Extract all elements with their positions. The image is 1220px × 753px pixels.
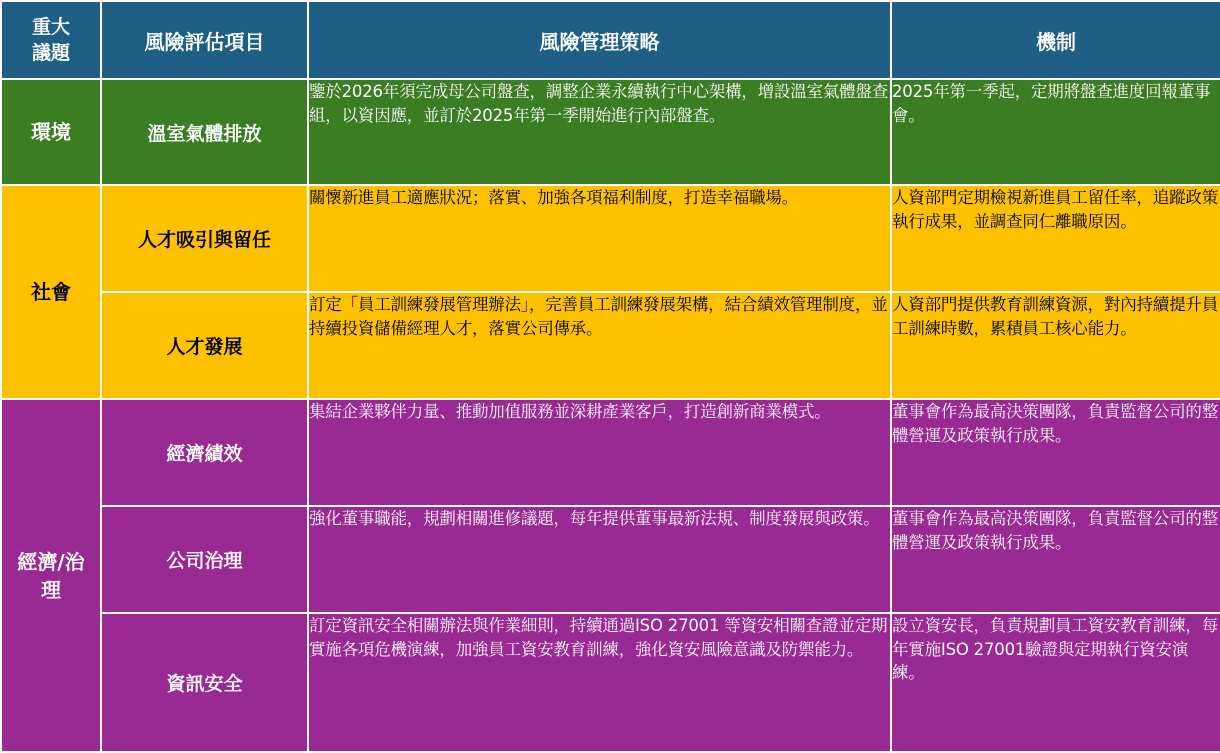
mechanism-cell: 人資部門提供教育訓練資源，對內持續提升員工訓練時數，累積員工核心能力。: [891, 292, 1220, 399]
risk-item: 溫室氣體排放: [101, 79, 308, 185]
strategy-cell: 訂定資訊安全相關辦法與作業細則，持續通過ISO 27001 等資安相關查證並定期實施各項危機演練，加強員工資安教育訓練，強化資安風險意識及防禦能力。: [308, 613, 891, 752]
header-mechanism: 機制: [891, 1, 1220, 79]
strategy-cell: 鑒於2026年須完成母公司盤查，調整企業永續執行中心架構，增設溫室氣體盤查組，以資因應，並訂於2025年第一季開始進行內部盤查。: [308, 79, 891, 185]
risk-item: 人才吸引與留任: [101, 185, 308, 292]
strategy-cell: 訂定「員工訓練發展管理辦法」，完善員工訓練發展架構，結合績效管理制度，並持續投資儲備經理人才，落實公司傳承。: [308, 292, 891, 399]
table-row: [1, 399, 1220, 506]
mechanism-cell: 2025年第一季起，定期將盤查進度回報董事會。: [891, 79, 1220, 185]
strategy-cell: 強化董事職能，規劃相關進修議題，每年提供董事最新法規、制度發展與政策。: [308, 506, 891, 613]
table-row: [1, 613, 1220, 752]
risk-item: 公司治理: [101, 506, 308, 613]
header-risk-item: 風險評估項目: [101, 1, 308, 79]
mechanism-cell: 人資部門定期檢視新進員工留任率，追蹤政策執行成果，並調查同仁離職原因。: [891, 185, 1220, 292]
issue-society: 社會: [1, 185, 101, 399]
table-row: [1, 506, 1220, 613]
mechanism-cell: 董事會作為最高決策團隊，負責監督公司的整體營運及政策執行成果。: [891, 399, 1220, 506]
strategy-cell: 關懷新進員工適應狀況；落實、加強各項福利制度，打造幸福職場。: [308, 185, 891, 292]
risk-item: 人才發展: [101, 292, 308, 399]
strategy-cell: 集結企業夥伴力量、推動加值服務並深耕產業客戶，打造創新商業模式。: [308, 399, 891, 506]
table-row: [1, 292, 1220, 399]
risk-item: 經濟績效: [101, 399, 308, 506]
mechanism-cell: 董事會作為最高決策團隊，負責監督公司的整體營運及政策執行成果。: [891, 506, 1220, 613]
issue-economy-governance: 經濟/治理: [1, 399, 101, 752]
table-row: [1, 79, 1220, 185]
issue-environment: 環境: [1, 79, 101, 185]
header-row: [1, 1, 1220, 79]
header-strategy: 風險管理策略: [308, 1, 891, 79]
header-issue: 重大議題: [1, 1, 101, 79]
mechanism-cell: 設立資安長，負責規劃員工資安教育訓練，每年實施ISO 27001驗證與定期執行資安演練。: [891, 613, 1220, 752]
table-row: [1, 185, 1220, 292]
risk-item: 資訊安全: [101, 613, 308, 752]
